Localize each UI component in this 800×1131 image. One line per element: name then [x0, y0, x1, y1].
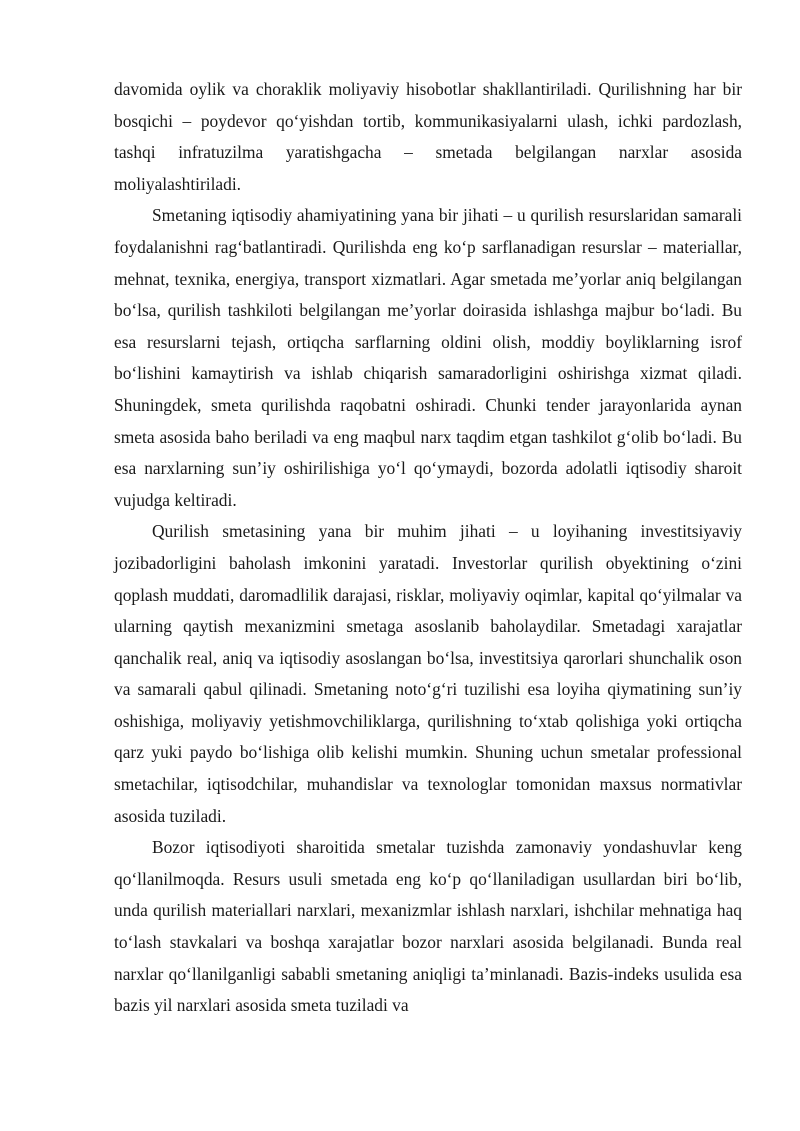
paragraph-2: Smetaning iqtisodiy ahamiyatining yana bir jihati – u qurilish resurslaridan samarali foydalanishni rag‘batlantiradi. Qurilishda eng ko‘p sarflanadigan resurslar – materiallar, mehnat, texnika, energiya, transport xizmatlari. Agar smetada me’yorlar aniq belgilangan bo‘lsa, qurilish tashkiloti belgilangan me’yorlar doirasida ishlashga majbur bo‘ladi. Bu esa resurslarni tejash, ortiqcha sarflarning oldini olish, moddiy boyliklarning isrof bo‘lishini kamaytirish va ishlab chiqarish samaradorligini oshirishga xizmat qiladi. Shuningdek, smeta qurilishda raqobatni oshiradi. Chunki tender jarayonlarida aynan smeta asosida baho beriladi va eng maqbul narx taqdim etgan tashkilot g‘olib bo‘ladi. Bu esa narxlarning sun’iy oshirilishiga yo‘l qo‘ymaydi, bozorda adolatli iqtisodiy sharoit vujudga keltiradi. [114, 205, 742, 510]
paragraph-1: davomida oylik va choraklik moliyaviy hisobotlar shakllantiriladi. Qurilishning har bir bosqichi – poydevor qo‘yishdan tortib, kommunikasiyalarni ulash, ichki pardozlash, tashqi infratuzilma yaratishgacha – smetada belgilangan narxlar asosida moliyalashtiriladi. [114, 79, 742, 194]
document-page [114, 74, 742, 1022]
paragraph-4: Bozor iqtisodiyoti sharoitida smetalar tuzishda zamonaviy yondashuvlar keng qo‘llanilmoqda. Resurs usuli smetada eng ko‘p qo‘llaniladigan usullardan biri bo‘lib, unda qurilish materiallari narxlari, mexanizmlar ishlash narxlari, ishchilar mehnatiga haq to‘lash stavkalari va boshqa xarajatlar bozor narxlari asosida belgilanadi. Bunda real narxlar qo‘llanilganligi sababli smetaning aniqligi ta’minlanadi. Bazis-indeks usulida esa bazis yil narxlari asosida smeta tuziladi va [114, 837, 742, 1016]
paragraph-3: Qurilish smetasining yana bir muhim jihati – u loyihaning investitsiyaviy jozibadorligini baholash imkonini yaratadi. Investorlar qurilish obyektining o‘zini qoplash muddati, daromadlilik darajasi, risklar, moliyaviy oqimlar, kapital qo‘yilmalar va ularning qaytish mexanizmini smetaga asoslanib baholaydilar. Smetadagi xarajatlar qanchalik real, aniq va iqtisodiy asoslangan bo‘lsa, investitsiya qarorlari shunchalik oson va samarali qabul qilinadi. Smetaning noto‘g‘ri tuzilishi esa loyiha qiymatining sun’iy oshishiga, moliyaviy yetishmovchiliklarga, qurilishning to‘xtab qolishiga yoki ortiqcha qarz yuki paydo bo‘lishiga olib kelishi mumkin. Shuning uchun smetalar professional smetachilar, iqtisodchilar, muhandislar va texnologlar tomonidan maxsus normativlar asosida tuziladi. [114, 521, 742, 826]
